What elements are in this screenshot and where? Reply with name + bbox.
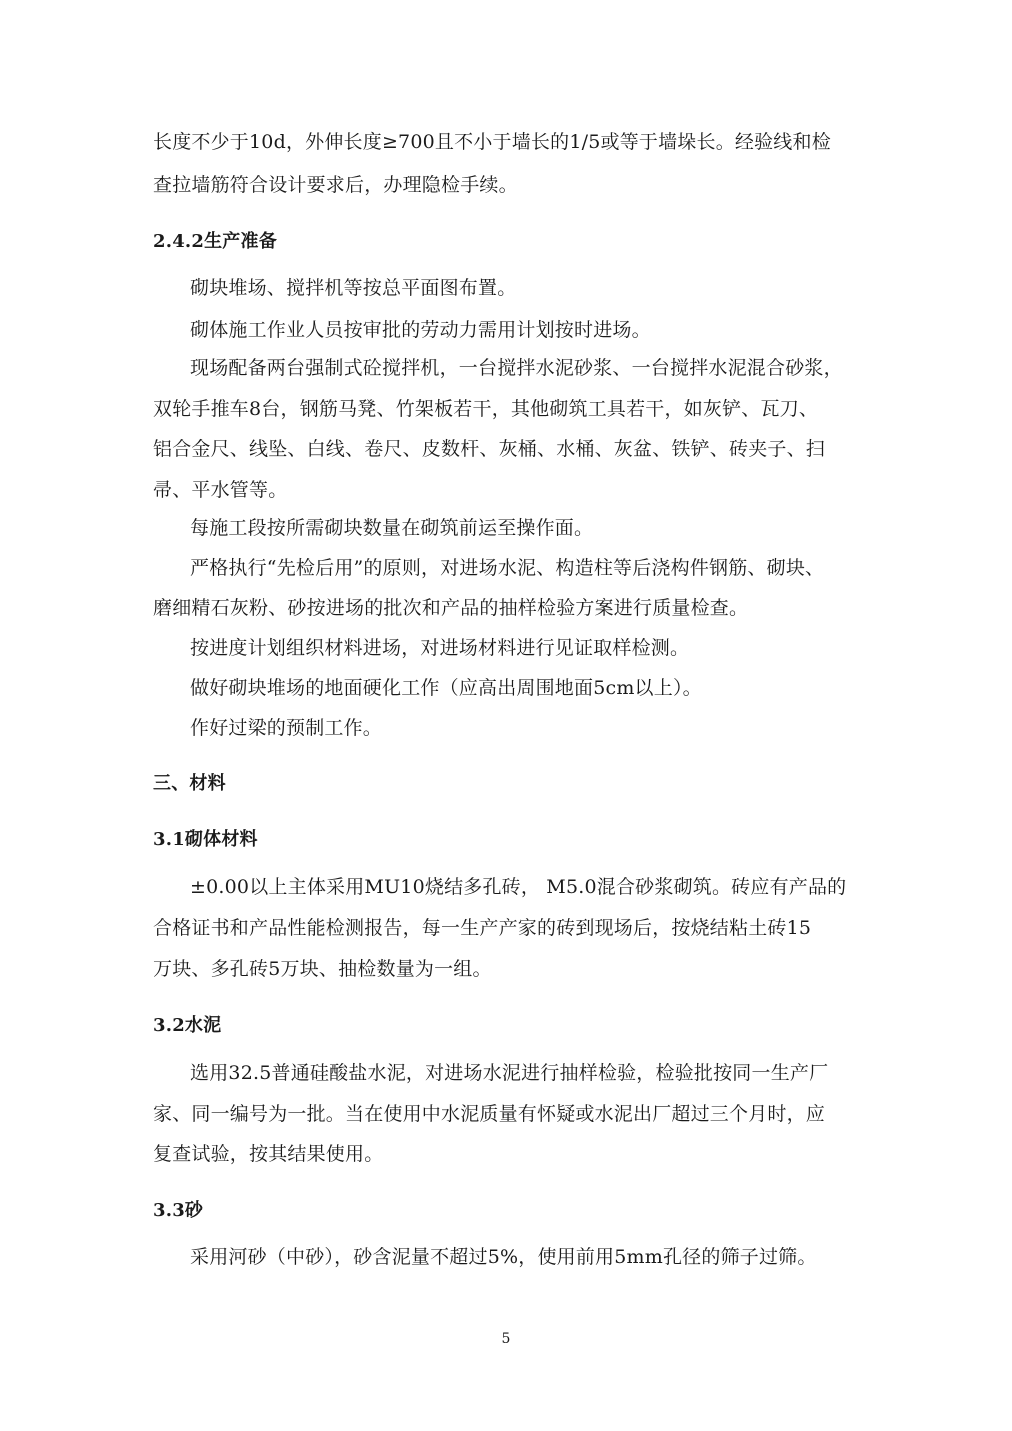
paragraph-line: 复查试验，按其结果使用。 bbox=[153, 1143, 384, 1165]
paragraph-line: 砌体施工作业人员按审批的劳动力需用计划按时进场。 bbox=[190, 319, 651, 341]
paragraph-line: 家、同一编号为一批。当在使用中水泥质量有怀疑或水泥出厂超过三个月时，应 bbox=[153, 1103, 826, 1125]
paragraph-line: 现场配备两台强制式砼搅拌机，一台搅拌水泥砂浆、一台搅拌水泥混合砂浆， bbox=[190, 357, 843, 379]
paragraph-line: 做好砌块堆场的地面硬化工作（应高出周围地面5cm以上）。 bbox=[190, 677, 702, 699]
paragraph-line: 严格执行“先检后用”的原则，对进场水泥、构造柱等后浇构件钢筋、砌块、 bbox=[190, 557, 825, 579]
paragraph-line: 砌块堆场、搅拌机等按总平面图布置。 bbox=[190, 277, 517, 299]
section-heading-2-4-2: 2.4.2生产准备 bbox=[153, 231, 277, 252]
page-number: 5 bbox=[501, 1331, 511, 1347]
paragraph-line: 按进度计划组织材料进场，对进场材料进行见证取样检测。 bbox=[190, 637, 690, 659]
section-heading-3-2: 3.2水泥 bbox=[153, 1015, 222, 1036]
section-heading-3-1: 3.1砌体材料 bbox=[153, 829, 258, 850]
paragraph-line: 磨细精石灰粉、砂按进场的批次和产品的抽样检验方案进行质量检查。 bbox=[153, 597, 749, 619]
paragraph-line: 长度不少于10d，外伸长度≥700且不小于墙长的1/5或等于墙垛长。经验线和检 bbox=[153, 131, 831, 153]
paragraph-line: 合格证书和产品性能检测报告，每一生产产家的砖到现场后，按烧结粘土砖15 bbox=[153, 917, 812, 939]
section-heading-3-3: 3.3砂 bbox=[153, 1200, 204, 1221]
paragraph-line: 采用河砂（中砂），砂含泥量不超过5%，使用前用5mm孔径的筛子过筛。 bbox=[190, 1246, 817, 1268]
paragraph-line: ±0.00以上主体采用MU10烧结多孔砖， M5.0混合砂浆砌筑。砖应有产品的 bbox=[190, 876, 847, 898]
paragraph-line: 选用32.5普通硅酸盐水泥，对进场水泥进行抽样检验，检验批按同一生产厂 bbox=[190, 1062, 829, 1084]
chapter-heading-materials: 三、材料 bbox=[153, 773, 226, 794]
paragraph-line: 作好过梁的预制工作。 bbox=[190, 717, 383, 739]
paragraph-line: 帚、平水管等。 bbox=[153, 479, 288, 501]
paragraph-line: 每施工段按所需砌块数量在砌筑前运至操作面。 bbox=[190, 517, 594, 539]
paragraph-line: 铝合金尺、线坠、白线、卷尺、皮数杆、灰桶、水桶、灰盆、铁铲、砖夹子、扫 bbox=[153, 438, 826, 460]
paragraph-line: 双轮手推车8台，钢筋马凳、竹架板若干，其他砌筑工具若干，如灰铲、瓦刀、 bbox=[153, 398, 819, 420]
paragraph-line: 万块、多孔砖5万块、抽检数量为一组。 bbox=[153, 958, 492, 980]
paragraph-line: 查拉墙筋符合设计要求后，办理隐检手续。 bbox=[153, 174, 518, 196]
